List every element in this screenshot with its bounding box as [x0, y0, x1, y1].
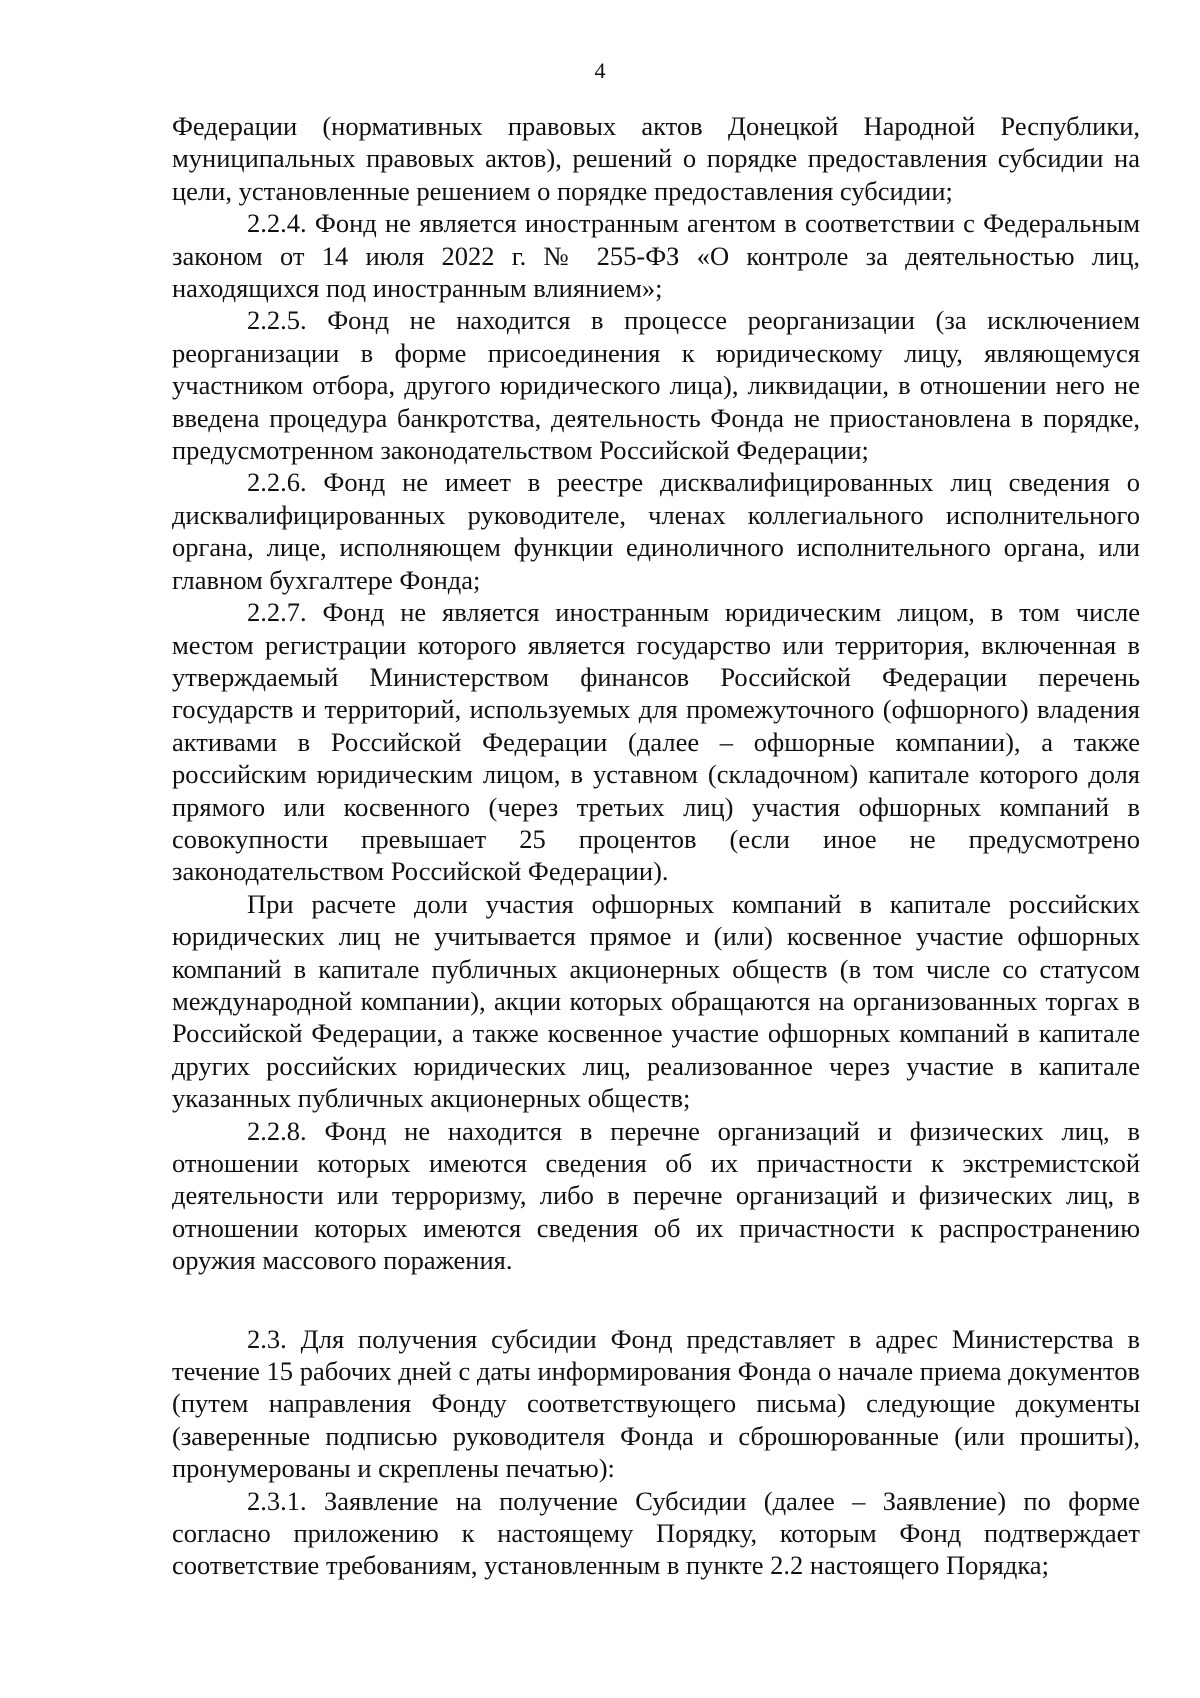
document-body — [172, 110, 1140, 1582]
paragraph-continuation: Федерации (нормативных правовых актов Донецкой Народной Республики, муниципальных правовых актов), решений о порядке предоставления субсидии на цели, установленные решением о порядке предоставления субсидии; — [172, 111, 1140, 206]
paragraph-2-3-1: 2.3.1. Заявление на получение Субсидии (далее – Заявление) по форме согласно приложению к настоящему Порядку, которым Фонд подтверждает соответствие требованиям, установленным в пункте 2.2 настоящего Порядка; — [172, 1485, 1140, 1581]
paragraph-gap — [172, 1277, 1140, 1323]
paragraph-2-2-5: 2.2.5. Фонд не находится в процессе реорганизации (за исключением реорганизации в форме присоединения к юридическому лицу, являющемуся участником отбора, другого юридического лица), ликвидации, в отношении него не введена процедура банкротства, деятельность Фонда не приостановлена в порядке, предусмотренном законодательством Российской Федерации; — [172, 305, 1140, 466]
paragraph-2-3: 2.3. Для получения субсидии Фонд представляет в адрес Министерства в течение 15 рабочих дней с даты информирования Фонда о начале приема документов (путем направления Фонду соответствующего письма) следующие документы (заверенные подписью руководителя Фонда и сброшюрованные (или прошиты), пронумерованы и скреплены печатью): — [172, 1323, 1140, 1484]
paragraph-2-2-8: 2.2.8. Фонд не находится в перечне организаций и физических лиц, в отношении которых имеются сведения об их причастности к экстремистской деятельности или терроризму, либо в перечне организаций и физических лиц, в отношении которых имеются сведения об их причастности к распространению оружия массового поражения. — [172, 1115, 1140, 1276]
paragraph-offshore-calculation: При расчете доли участия офшорных компаний в капитале российских юридических лиц не учитывается прямое и (или) косвенное участие офшорных компаний в капитале публичных акционерных обществ (в том числе со статусом международной компании), акции которых обращаются на организованных торгах в Российской Федерации, а также косвенное участие офшорных компаний в капитале других российских юридических лиц, реализованное через участие в капитале указанных публичных акционерных обществ; — [172, 888, 1140, 1114]
page-number: 4 — [594, 58, 606, 83]
paragraph-2-2-7: 2.2.7. Фонд не является иностранным юридическим лицом, в том числе местом регистрации которого является государство или территория, включенная в утверждаемый Министерством финансов Российской Федерации перечень государств и территорий, используемых для промежуточного (офшорного) владения активами в Российской Федерации (далее – офшорные компании), а также российским юридическим лицом, в уставном (складочном) капитале которого доля прямого или косвенного (через третьих лиц) участия офшорных компаний в совокупности превышает 25 процентов (если иное не предусмотрено законодательством Российской Федерации). — [172, 597, 1140, 887]
paragraph-2-2-6: 2.2.6. Фонд не имеет в реестре дисквалифицированных лиц сведения о дисквалифицированных руководителе, членах коллегиального исполнительного органа, лице, исполняющем функции единоличного исполнительного органа, или главном бухгалтере Фонда; — [172, 467, 1140, 595]
paragraph-2-2-4: 2.2.4. Фонд не является иностранным агентом в соответствии с Федеральным законом от 14 июля 2022 г. № 255-ФЗ «О контроле за деятельностью лиц, находящихся под иностранным влиянием»; — [172, 208, 1140, 304]
